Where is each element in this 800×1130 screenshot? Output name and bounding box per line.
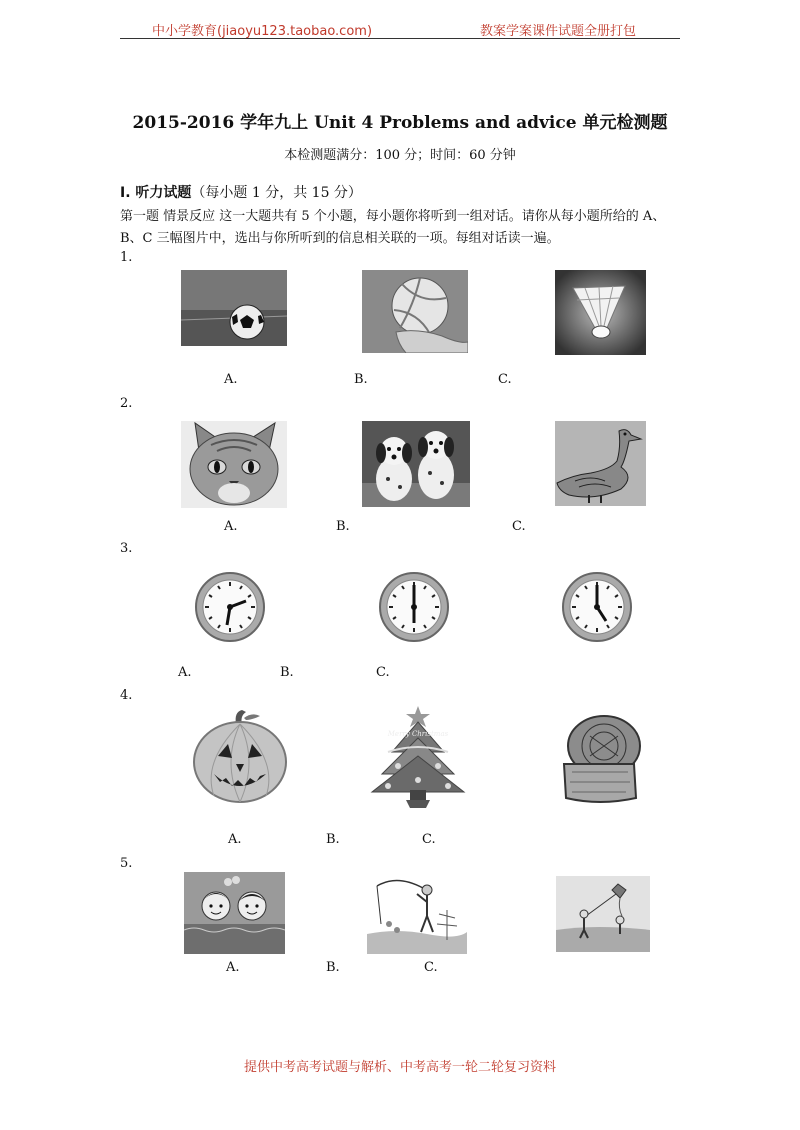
section-instructions: 第一题 情景反应 这一大题共有 5 个小题，每小题你将听到一组对话。请你从每小题所给的 A、B、C 三幅图片中，选出与你所听到的信息相关联的一项。每组对话读一遍。	[120, 209, 666, 246]
clock-icon	[194, 565, 266, 647]
section-heading	[120, 182, 362, 202]
question-number: 2.	[120, 396, 133, 411]
mooncake-icon	[560, 712, 642, 806]
option-label: C.	[512, 519, 526, 534]
header-divider	[120, 38, 680, 39]
volleyball-icon	[362, 270, 468, 353]
option-label: A.	[224, 519, 238, 534]
pumpkin-icon	[190, 706, 290, 806]
clock-icon	[561, 565, 633, 647]
option-label: B.	[326, 960, 340, 975]
soccer-ball-icon	[181, 270, 287, 346]
fishing-icon	[367, 874, 467, 954]
page-title: 2015-2016 学年九上 Unit 4 Problems and advice 单元检测题	[132, 113, 668, 133]
question-number: 3.	[120, 541, 133, 556]
option-label: A.	[226, 960, 240, 975]
page-subtitle: 本检测题满分：100 分；时间：60 分钟	[284, 148, 516, 163]
question-number: 4.	[120, 688, 133, 703]
cat-icon	[181, 421, 287, 508]
option-label: C.	[498, 372, 512, 387]
christmas-tree-icon	[368, 704, 468, 808]
header-right: 教案学案课件试题全册打包	[480, 24, 637, 39]
question-number: 5.	[120, 856, 133, 871]
header-left: 中小学教育(jiaoyu123.taobao.com)	[152, 24, 373, 39]
shuttlecock-icon	[555, 270, 646, 355]
option-label: A.	[228, 832, 242, 847]
page-footer: 提供中考高考试题与解析、中考高考一轮二轮复习资料	[243, 1060, 556, 1075]
option-label: C.	[424, 960, 438, 975]
tree-text: Merry Christmas	[387, 730, 449, 738]
clock-icon	[378, 565, 450, 647]
option-label: C.	[422, 832, 436, 847]
option-label: B.	[280, 665, 294, 680]
goose-icon	[555, 421, 646, 506]
option-label: B.	[354, 372, 368, 387]
option-label: B.	[336, 519, 350, 534]
section-heading-text: Ⅰ. 听力试题	[120, 185, 192, 201]
dogs-icon	[362, 421, 470, 507]
option-label: A.	[224, 372, 238, 387]
option-label: C.	[376, 665, 390, 680]
option-label: A.	[178, 665, 192, 680]
question-number: 1.	[120, 250, 133, 265]
option-label: B.	[326, 832, 340, 847]
section-note: （每小题 1 分，共 15 分）	[191, 185, 362, 201]
kite-flying-icon	[556, 876, 650, 952]
swimming-kids-icon	[184, 872, 285, 954]
